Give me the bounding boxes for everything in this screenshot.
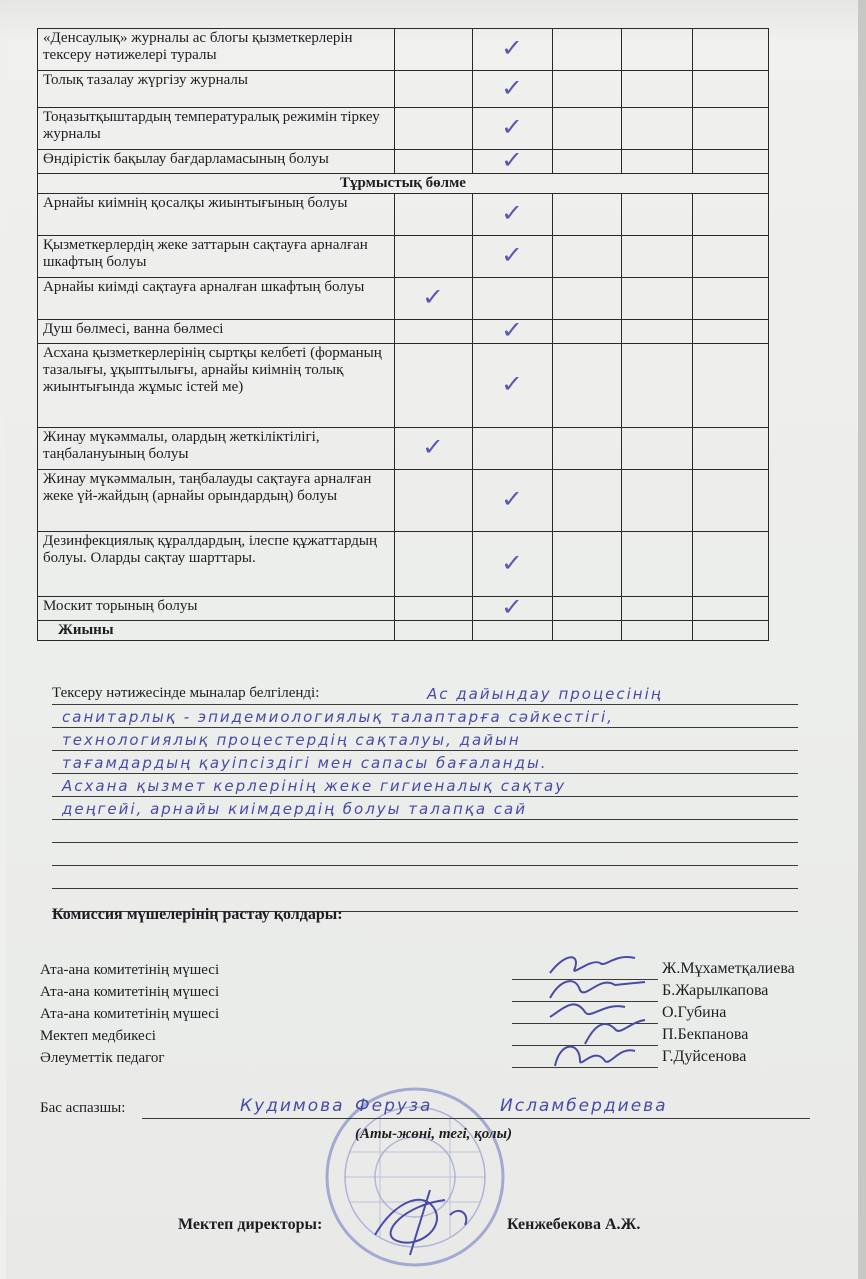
- check-cell: [473, 236, 553, 278]
- check-cell: [553, 621, 622, 641]
- check-cell: [473, 344, 553, 428]
- check-cell: [473, 593, 553, 621]
- table-row: [38, 428, 769, 470]
- check-cell: [473, 194, 553, 236]
- check-cell: [693, 621, 769, 641]
- handwritten-text: санитарлық - эпидемиологиялық талаптарға сәйкестігі,: [62, 708, 614, 726]
- findings-line: [52, 728, 798, 751]
- chef-firstname: Феруза: [355, 1096, 433, 1116]
- handwritten-text: деңгейі, арнайы киімдердің болуы талапқа сай: [62, 800, 527, 818]
- member-name: О.Губина: [662, 1004, 727, 1021]
- page-edge: [858, 0, 866, 1279]
- member-role: Ата-ана комитетінің мүшесі: [40, 1006, 220, 1022]
- check-cell: [553, 108, 622, 150]
- check-cell: [395, 236, 473, 278]
- check-cell: [622, 470, 693, 532]
- row-label: Арнайы киімді сақтауға арналған шкафтың болуы: [38, 278, 395, 320]
- table-row: [38, 236, 769, 278]
- member-role: Ата-ана комитетінің мүшесі: [40, 962, 220, 978]
- member-name: Ж.Мұхаметқалиева: [662, 960, 795, 977]
- table-row: [38, 344, 769, 428]
- check-cell: [622, 621, 693, 641]
- director-signature: [355, 1180, 485, 1260]
- findings-line: [52, 774, 798, 797]
- check-cell: [622, 29, 693, 71]
- director-name: Кенжебекова А.Ж.: [507, 1216, 641, 1233]
- findings-line: [52, 843, 798, 866]
- check-cell: [395, 532, 473, 597]
- check-cell: [622, 428, 693, 470]
- table-row: [38, 470, 769, 532]
- check-cell: [553, 470, 622, 532]
- total-row: [38, 621, 769, 641]
- table-row: [38, 194, 769, 236]
- findings-line: [52, 705, 798, 728]
- member-name: П.Бекпанова: [662, 1026, 749, 1043]
- check-cell: [553, 29, 622, 71]
- check-cell: [473, 146, 553, 174]
- check-cell: [693, 29, 769, 71]
- section-row: [38, 174, 769, 194]
- table-row: [38, 320, 769, 344]
- handwritten-text: Асхана қызмет керлерінің жеке гигиеналық сақтау: [62, 777, 567, 795]
- check-cell: [693, 71, 769, 108]
- checkmark-icon: ✓: [501, 199, 524, 227]
- findings-label: Тексеру нәтижесінде мыналар белгіленді:: [52, 685, 320, 701]
- row-label: Қызметкерлердің жеке заттарын сақтауға арналған шкафтың болуы: [38, 236, 395, 278]
- handwritten-text: тағамдардың қауіпсіздігі мен сапасы бағаланды.: [62, 754, 548, 772]
- check-cell: [553, 532, 622, 597]
- check-cell: [693, 236, 769, 278]
- check-cell: [693, 470, 769, 532]
- check-cell: [395, 278, 473, 320]
- check-cell: [395, 320, 473, 344]
- check-cell: [473, 470, 553, 532]
- check-cell: [622, 150, 693, 174]
- check-cell: [553, 278, 622, 320]
- chef-label: Бас аспазшы:: [40, 1100, 126, 1116]
- check-cell: [473, 621, 553, 641]
- member-role: Мектеп медбикесі: [40, 1028, 156, 1044]
- row-label: Арнайы киімнің қосалқы жиынтығының болуы: [38, 194, 395, 236]
- check-cell: [395, 71, 473, 108]
- findings-line: [52, 682, 798, 705]
- findings-line: [52, 866, 798, 889]
- findings-line: [52, 797, 798, 820]
- check-cell: [622, 597, 693, 621]
- checkmark-icon: ✓: [501, 548, 524, 577]
- checkmark-icon: ✓: [422, 283, 445, 311]
- row-label: Тоңазытқыштардың температуралық режимін тіркеу журналы: [38, 108, 395, 150]
- check-cell: [553, 194, 622, 236]
- check-cell: [622, 194, 693, 236]
- checkmark-icon: ✓: [501, 146, 524, 174]
- row-label: «Денсаулық» журналы ас блогы қызметкерлерін тексеру нәтижелері туралы: [38, 29, 395, 71]
- handwritten-text: Ас дайындау процесінің: [427, 685, 663, 703]
- check-cell: [693, 278, 769, 320]
- check-cell: [395, 108, 473, 150]
- check-cell: [622, 532, 693, 597]
- inspection-table: [37, 28, 769, 641]
- table-row: [38, 532, 769, 597]
- check-cell: [693, 532, 769, 597]
- check-cell: [693, 428, 769, 470]
- findings-line: [52, 751, 798, 774]
- check-cell: [553, 344, 622, 428]
- check-cell: [473, 278, 553, 320]
- row-label: Өндірістік бақылау бағдарламасының болуы: [38, 150, 395, 174]
- check-cell: [622, 108, 693, 150]
- check-cell: [395, 344, 473, 428]
- check-cell: [473, 71, 553, 108]
- check-cell: [553, 71, 622, 108]
- check-cell: [693, 194, 769, 236]
- checkmark-icon: ✓: [501, 241, 524, 269]
- director-label: Мектеп директоры:: [178, 1216, 323, 1233]
- checkmark-icon: ✓: [501, 316, 524, 344]
- check-cell: [553, 597, 622, 621]
- table-row: [38, 108, 769, 150]
- check-cell: [473, 428, 553, 470]
- row-label: Москит торының болуы: [38, 597, 395, 621]
- check-cell: [553, 236, 622, 278]
- checkmark-icon: ✓: [501, 370, 524, 398]
- member-name: Г.Дуйсенова: [662, 1048, 747, 1065]
- member-name: Б.Жарылкапова: [662, 982, 769, 999]
- check-cell: [622, 236, 693, 278]
- chef-field-note: (Аты-жөні, тегі, қолы): [355, 1126, 513, 1142]
- findings-section: [52, 682, 798, 912]
- row-label: Асхана қызметкерлерінің сыртқы келбеті (форманың тазалығы, ұқыптылығы, арнайы киімнің толық жиынтығында жұмыс істей ме): [38, 344, 395, 428]
- check-cell: [395, 621, 473, 641]
- check-cell: [395, 150, 473, 174]
- chef-surname: Кудимова: [240, 1096, 345, 1116]
- row-label: Душ бөлмесі, ванна бөлмесі: [38, 320, 395, 344]
- checkmark-icon: ✓: [501, 34, 524, 62]
- chef-signature-line: [142, 1118, 810, 1119]
- check-cell: [473, 108, 553, 150]
- checkmark-icon: ✓: [501, 485, 524, 513]
- total-label: Жиыны: [38, 621, 395, 641]
- table-row: [38, 150, 769, 174]
- table-row: [38, 29, 769, 71]
- check-cell: [622, 320, 693, 344]
- check-cell: [553, 150, 622, 174]
- check-cell: [622, 344, 693, 428]
- check-cell: [395, 194, 473, 236]
- checkmark-icon: ✓: [501, 73, 524, 102]
- handwritten-text: технологиялық процестердің сақталуы, дайын: [62, 731, 521, 749]
- checkmark-icon: ✓: [501, 113, 524, 141]
- check-cell: [473, 29, 553, 71]
- check-cell: [693, 108, 769, 150]
- check-cell: [395, 428, 473, 470]
- checkmark-icon: ✓: [422, 433, 445, 461]
- check-cell: [693, 344, 769, 428]
- check-cell: [473, 316, 553, 344]
- row-label: Жинау мүкәммалын, таңбалауды сақтауға арналған жеке үй-жайдың (арнайы орындардың) болуы: [38, 470, 395, 532]
- check-cell: [693, 150, 769, 174]
- table-row: [38, 71, 769, 108]
- row-label: Жинау мүкәммалы, олардың жеткіліктілігі, таңбалануының болуы: [38, 428, 395, 470]
- section-title: Тұрмыстық бөлме: [38, 174, 769, 194]
- table-row: [38, 597, 769, 621]
- check-cell: [693, 320, 769, 344]
- check-cell: [553, 428, 622, 470]
- check-cell: [622, 278, 693, 320]
- member-role: Әлеуметтік педагог: [40, 1050, 165, 1066]
- table-row: [38, 278, 769, 320]
- check-cell: [395, 470, 473, 532]
- chef-patronymic: Исламбердиева: [500, 1096, 668, 1116]
- check-cell: [693, 597, 769, 621]
- check-cell: [553, 320, 622, 344]
- checkmark-icon: ✓: [501, 593, 524, 621]
- findings-line: [52, 820, 798, 843]
- member-signature: [545, 1036, 655, 1070]
- check-cell: [395, 29, 473, 71]
- member-role: Ата-ана комитетінің мүшесі: [40, 984, 220, 1000]
- row-label: Дезинфекциялық құралдардың, ілеспе құжаттардың болуы. Оларды сақтау шарттары.: [38, 532, 395, 597]
- check-cell: [622, 71, 693, 108]
- check-cell: [473, 532, 553, 597]
- check-cell: [395, 597, 473, 621]
- commission-title: Комиссия мүшелерінің растау қолдары:: [52, 906, 343, 923]
- row-label: Толық тазалау жүргізу журналы: [38, 71, 395, 108]
